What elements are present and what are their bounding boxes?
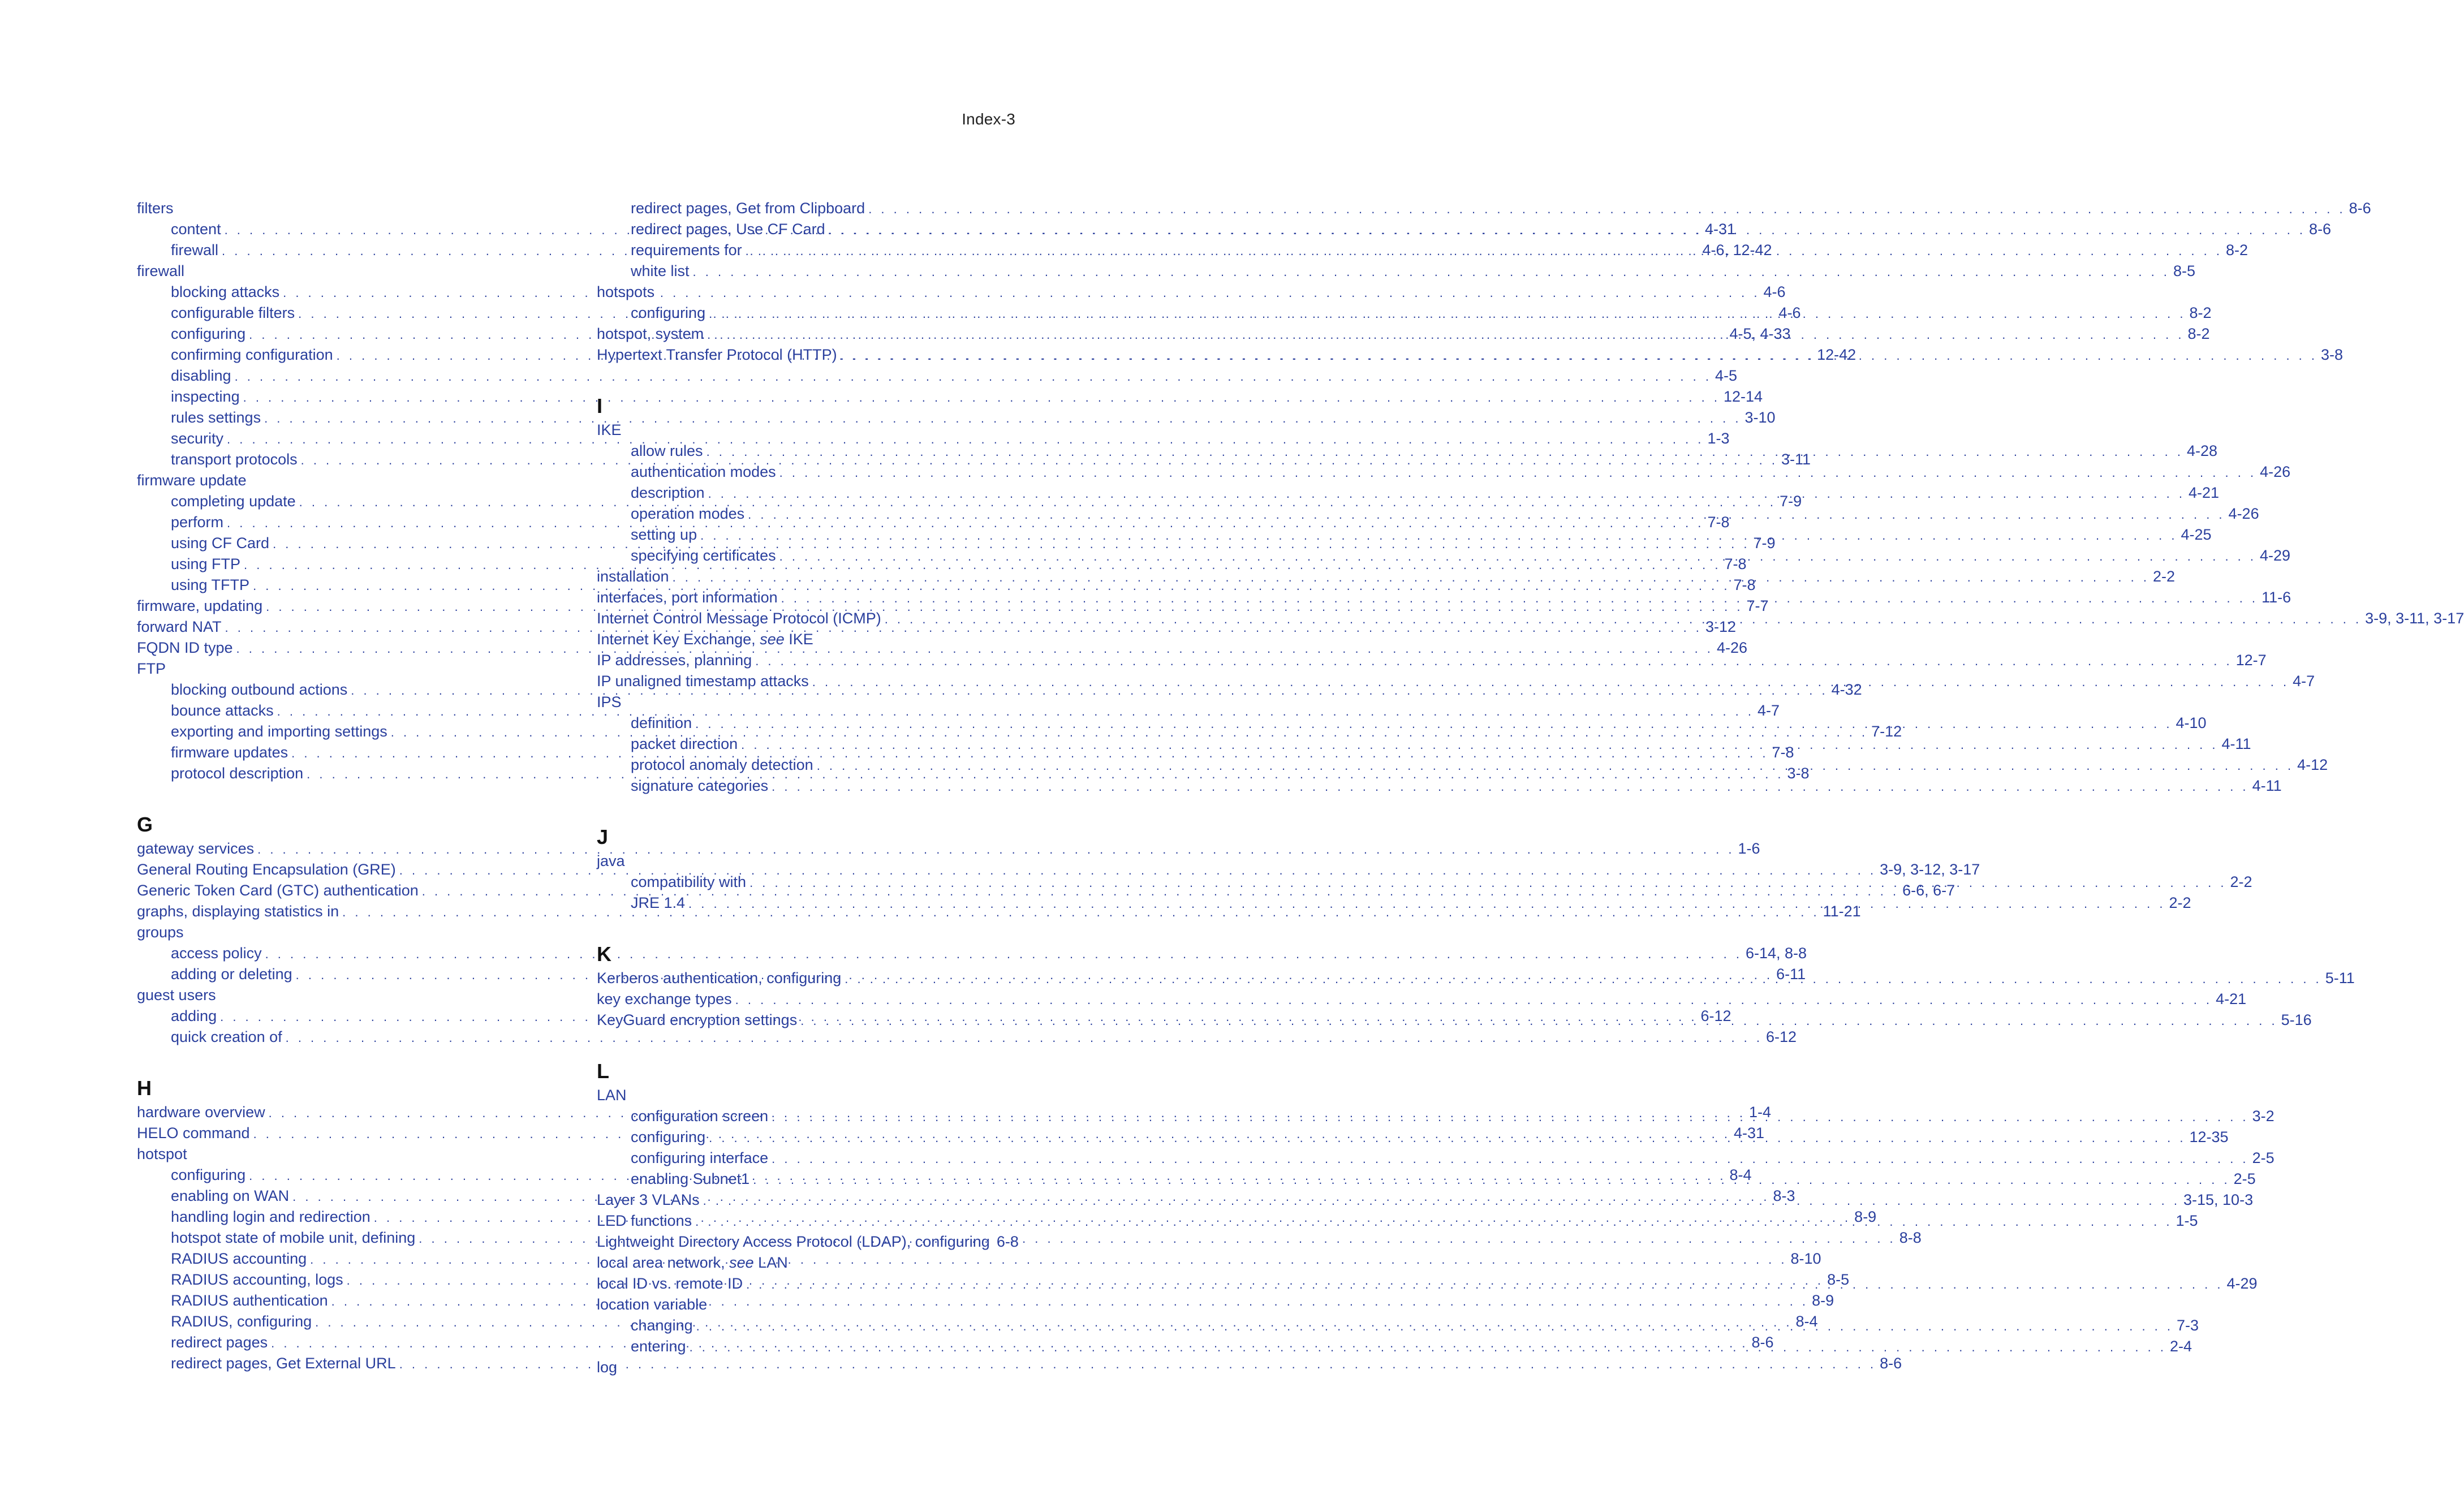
index-entry-label: redirect pages xyxy=(171,1334,268,1351)
index-entry-label: key exchange types xyxy=(597,990,732,1007)
page-reference: 4-7 xyxy=(1757,702,1780,719)
index-entry-label: adding xyxy=(171,1007,217,1024)
index-entry-label: firewall xyxy=(137,262,185,279)
index-entry-label: adding or deleting xyxy=(171,966,292,983)
index-entry xyxy=(597,1357,1005,1378)
index-entry-label: configuring interface xyxy=(631,1149,769,1166)
index-entry-label: perform xyxy=(171,514,224,531)
index-entry-label: configuration screen xyxy=(631,1108,769,1125)
page-reference: 4-26 xyxy=(1716,639,1747,656)
page-reference: 4-11 xyxy=(2252,777,2282,794)
page-reference: 4-28 xyxy=(2186,442,2218,459)
index-subentry xyxy=(137,407,1776,428)
page-reference: 11-21 xyxy=(1823,903,1861,920)
index-entry-label: filters xyxy=(137,200,174,217)
index-entry-label xyxy=(597,1252,788,1273)
see-entry-text: local area network, xyxy=(597,1254,730,1271)
index-entry-label: forward NAT xyxy=(137,618,222,635)
page-reference: 3-11 xyxy=(1781,451,1811,468)
index-entry-label: LED functions xyxy=(597,1212,692,1229)
index-entry-label: compatibility with xyxy=(631,873,747,890)
index-entry xyxy=(597,629,1005,650)
dot-leader xyxy=(755,651,2232,671)
page-reference: 1-3 xyxy=(1707,430,1730,447)
index-entry-label: installation xyxy=(597,568,669,585)
page-reference: 4-21 xyxy=(2188,484,2220,501)
index-entry-label: redirect pages, Use CF Card xyxy=(631,221,825,238)
page-reference: 2-2 xyxy=(2152,568,2176,585)
index-entry-label: KeyGuard encryption settings xyxy=(597,1011,798,1028)
index-entry-label: configuring xyxy=(631,1128,706,1145)
index-entry-label: using FTP xyxy=(171,555,241,572)
page-reference: 6-11 xyxy=(1776,966,1806,983)
page-reference: 12-14 xyxy=(1724,388,1763,405)
index-subentry xyxy=(597,198,2371,219)
dot-leader xyxy=(749,872,2226,893)
page-reference: 8-2 xyxy=(2189,304,2212,321)
dot-leader xyxy=(735,989,2212,1010)
dot-leader xyxy=(700,525,2177,546)
index-entry-label: blocking attacks xyxy=(171,283,280,300)
index-entry-label: interfaces, port information xyxy=(597,589,778,606)
page-reference: 3-8 xyxy=(1787,765,1810,782)
page-reference: 3-9, 3-11, 3-17 xyxy=(2365,610,2464,627)
index-subentry xyxy=(137,386,1763,407)
page-reference: 4-32 xyxy=(1831,681,1862,698)
index-entry-label: FTP xyxy=(137,660,166,677)
page-reference: 3-10 xyxy=(1744,409,1776,426)
page-reference: 6-14, 8-8 xyxy=(1745,945,1807,962)
index-entry-label: hardware overview xyxy=(137,1104,265,1121)
page-reference: 1-5 xyxy=(2176,1212,2198,1229)
dot-leader xyxy=(695,713,2172,734)
index-entry-label: configuring xyxy=(171,1166,246,1183)
index-entry-label: packet direction xyxy=(631,735,738,752)
index-entry-label: inspecting xyxy=(171,388,240,405)
index-entry-label: operation modes xyxy=(631,505,745,522)
index-entry-label: java xyxy=(597,852,625,869)
index-entry-label xyxy=(597,629,813,650)
index-entry-label: redirect pages, Get External URL xyxy=(171,1355,396,1372)
index-entry-label: enabling Subnet1 xyxy=(631,1170,750,1187)
see-entry-text: Internet Key Exchange, xyxy=(597,631,760,648)
page-reference: 3-15, 10-3 xyxy=(2183,1191,2254,1208)
page-reference: 12-7 xyxy=(2235,652,2267,669)
index-entry-label: allow rules xyxy=(631,442,703,459)
page-reference: 6-12 xyxy=(1766,1028,1797,1045)
index-entry-label: IP addresses, planning xyxy=(597,652,752,669)
page-reference: 8-6 xyxy=(1751,1334,1774,1351)
index-entry xyxy=(597,1252,1005,1273)
index-entry-label: HELO command xyxy=(137,1125,250,1142)
page-reference: 5-16 xyxy=(2281,1011,2312,1028)
page-reference: 7-8 xyxy=(1724,555,1747,572)
index-entry xyxy=(597,420,1005,441)
index-entry-label: RADIUS accounting, logs xyxy=(171,1271,343,1288)
index-entry-label: configurable filters xyxy=(171,304,295,321)
page-reference: 8-9 xyxy=(1812,1292,1834,1309)
page-reference: 1-6 xyxy=(1738,840,1760,857)
index-entry-label: configuring xyxy=(171,325,246,342)
index-entry xyxy=(137,1144,545,1165)
index-entry-label: firewall xyxy=(171,242,219,259)
dot-leader xyxy=(707,324,2184,345)
index-entry-label: configuring xyxy=(631,304,706,321)
index-entry-label: IP unaligned timestamp attacks xyxy=(597,673,809,690)
index-entry-label: using CF Card xyxy=(171,535,270,552)
page-reference: 8-8 xyxy=(1899,1229,1922,1246)
page-reference: 5-11 xyxy=(2325,970,2355,987)
index-entry-label: log xyxy=(597,1359,618,1376)
page-reference: 3-2 xyxy=(2252,1108,2275,1125)
index-entry-label: Generic Token Card (GTC) authentication xyxy=(137,882,419,899)
page-reference: 6-12 xyxy=(1700,1007,1731,1024)
page-reference: 4-5 xyxy=(1715,367,1738,384)
dot-leader xyxy=(707,441,2183,462)
page-reference: 7-8 xyxy=(1733,576,1756,593)
index-entry-label: Kerberos authentication, configuring xyxy=(597,970,842,987)
index-entry-label: definition xyxy=(631,714,692,731)
index-entry-label: rules settings xyxy=(171,409,261,426)
see-reference: see xyxy=(760,631,785,648)
dot-leader xyxy=(693,261,2170,282)
index-entry xyxy=(597,650,2267,671)
dot-leader xyxy=(772,776,2248,797)
index-entry xyxy=(597,1085,1005,1106)
index-entry-label: guest users xyxy=(137,987,216,1003)
page-reference: 12-42 xyxy=(1817,346,1856,363)
index-entry-label: blocking outbound actions xyxy=(171,681,348,698)
page-reference: 8-4 xyxy=(1729,1166,1752,1183)
dot-leader xyxy=(673,567,2149,588)
page-reference: 3-12 xyxy=(1705,618,1736,635)
page-reference: 4-26 xyxy=(2260,463,2291,480)
index-entry-label: firmware updates xyxy=(171,744,288,761)
page-reference: 2-4 xyxy=(2169,1338,2192,1355)
index-entry-label: disabling xyxy=(171,367,231,384)
index-entry-label: description xyxy=(631,484,705,501)
index-entry-label: security xyxy=(171,430,224,447)
index-entry-label: Hypertext Transfer Protocol (HTTP) xyxy=(597,346,837,363)
page-reference: 4-7 xyxy=(2293,673,2315,690)
index-letter-heading: J xyxy=(597,825,609,848)
dot-leader xyxy=(772,1148,2248,1169)
index-entry-label: completing update xyxy=(171,493,296,510)
dot-leader xyxy=(688,893,2165,914)
page-reference: 11-6 xyxy=(2261,589,2291,606)
dot-leader xyxy=(741,734,2218,755)
index-subentry xyxy=(137,1027,1797,1048)
page-reference: 3-8 xyxy=(2321,346,2344,363)
index-entry-label: protocol anomaly detection xyxy=(631,756,813,773)
dot-leader xyxy=(746,1274,2223,1295)
dot-leader xyxy=(772,1106,2248,1127)
index-entry-label: hotspot state of mobile unit, defining xyxy=(171,1229,416,1246)
page-reference: 7-3 xyxy=(2177,1317,2199,1334)
page-number: Index-3 xyxy=(962,110,1015,128)
page-reference: 8-4 xyxy=(1795,1313,1818,1330)
index-entry xyxy=(137,922,545,943)
index-entry xyxy=(137,198,545,219)
index-entry-label: hotspot xyxy=(137,1145,187,1162)
index-entry-label: authentication modes xyxy=(631,463,776,480)
page-reference: 7-9 xyxy=(1753,535,1776,552)
dot-leader xyxy=(753,1169,2230,1190)
index-entry-label: protocol description xyxy=(171,765,304,782)
page-reference: 8-2 xyxy=(2226,242,2248,259)
index-entry-label: IKE xyxy=(597,421,622,438)
page-reference: 4-29 xyxy=(2260,547,2291,564)
index-letter-heading: G xyxy=(137,813,153,836)
see-target: LAN xyxy=(753,1254,788,1271)
index-subentry xyxy=(597,1148,2275,1169)
index-entry-label: gateway services xyxy=(137,840,255,857)
page-reference: 4-10 xyxy=(2176,714,2207,731)
index-entry-label: Lightweight Directory Access Protocol (LDAP), configuring xyxy=(597,1233,990,1250)
index-entry-label: RADIUS authentication xyxy=(171,1292,328,1309)
page-reference: 8-9 xyxy=(1854,1208,1877,1225)
index-entry-label: entering xyxy=(631,1338,686,1355)
page-reference: 12-35 xyxy=(2189,1128,2229,1145)
index-entry xyxy=(597,989,2247,1010)
page-reference: 6-6, 6-7 xyxy=(1902,882,1955,899)
dot-leader xyxy=(885,609,2362,630)
dot-leader xyxy=(695,1211,2172,1232)
dot-leader xyxy=(709,1127,2186,1148)
index-entry-label: IPS xyxy=(597,693,622,710)
index-entry xyxy=(137,658,545,679)
index-entry-label: RADIUS accounting xyxy=(171,1250,307,1267)
dot-leader xyxy=(283,282,1760,303)
index-entry-label: specifying certificates xyxy=(631,547,776,564)
index-entry-label: exporting and importing settings xyxy=(171,723,387,740)
index-entry xyxy=(137,261,545,282)
page-reference: 4-6 xyxy=(1778,304,1801,321)
index-subentry xyxy=(597,261,2195,282)
index-entry-label: signature categories xyxy=(631,777,769,794)
index-subentry xyxy=(597,462,2291,483)
page-reference: 4-31 xyxy=(1704,221,1736,238)
page-reference: 4-12 xyxy=(2297,756,2328,773)
page-reference: 8-10 xyxy=(1790,1250,1821,1267)
page-reference: 2-5 xyxy=(2252,1149,2275,1166)
dot-leader xyxy=(829,219,2306,240)
page-reference: 4-26 xyxy=(2228,505,2259,522)
page-reference: 2-5 xyxy=(2233,1170,2256,1187)
index-entry-label: FQDN ID type xyxy=(137,639,233,656)
index-entry-label: LAN xyxy=(597,1087,627,1104)
index-entry xyxy=(137,838,1760,859)
dot-leader xyxy=(746,240,2222,261)
dot-leader xyxy=(690,1337,2166,1358)
index-subentry xyxy=(137,365,1738,386)
page-reference: 8-6 xyxy=(2309,221,2332,238)
dot-leader xyxy=(800,1010,2277,1031)
index-entry-label: hotspots xyxy=(597,283,655,300)
dot-leader xyxy=(708,483,2185,504)
page-reference: 8-5 xyxy=(1827,1271,1850,1288)
dot-leader xyxy=(812,671,2289,692)
index-entry-label: setting up xyxy=(631,526,697,543)
page-reference: 4-6 xyxy=(1763,283,1786,300)
index-entry-label: quick creation of xyxy=(171,1028,282,1045)
dot-leader xyxy=(868,199,2345,219)
index-entry-label: General Routing Encapsulation (GRE) xyxy=(137,861,396,878)
index-entry-label: access policy xyxy=(171,945,262,962)
page-reference: 8-2 xyxy=(2187,325,2210,342)
page-reference: 3-9, 3-12, 3-17 xyxy=(1880,861,1980,878)
dot-leader xyxy=(310,1249,1787,1270)
page-reference: 7-12 xyxy=(1871,723,1902,740)
dot-leader xyxy=(845,968,2321,989)
index-entry xyxy=(137,985,545,1006)
page-reference: 2-2 xyxy=(2230,873,2252,890)
index-entry xyxy=(597,1231,1019,1252)
index-entry-label: Internet Control Message Protocol (ICMP) xyxy=(597,610,881,627)
index-entry-label: graphs, displaying statistics in xyxy=(137,903,339,920)
page-reference: 2-2 xyxy=(2169,894,2191,911)
index-entry-label: changing xyxy=(631,1317,693,1334)
dot-leader xyxy=(748,504,2225,525)
index-entry-label: Layer 3 VLANs xyxy=(597,1191,700,1208)
page-reference: 4-11 xyxy=(2221,735,2251,752)
index-letter-heading: I xyxy=(597,394,603,417)
index-entry xyxy=(597,282,1005,303)
index-entry xyxy=(597,1294,1005,1315)
page-reference: 4-25 xyxy=(2181,526,2212,543)
index-entry-label: enabling on WAN xyxy=(171,1187,290,1204)
index-entry-label: confirming configuration xyxy=(171,346,333,363)
dot-leader xyxy=(817,755,2294,776)
index-entry-label: redirect pages, Get from Clipboard xyxy=(631,200,865,217)
index-entry-label: white list xyxy=(631,262,690,279)
index-entry-label: RADIUS, configuring xyxy=(171,1313,312,1330)
index-entry-label: requirements for xyxy=(631,242,742,259)
page-reference: 8-6 xyxy=(1880,1355,1902,1372)
page-reference: 4-21 xyxy=(2216,990,2247,1007)
index-entry-label: firmware, updating xyxy=(137,597,263,614)
index-entry xyxy=(597,851,1005,872)
page-reference: 7-8 xyxy=(1772,744,1794,761)
dot-leader xyxy=(703,1190,2180,1211)
see-target: IKE xyxy=(784,631,813,648)
index-entry xyxy=(137,470,545,491)
index-entry xyxy=(597,692,1005,713)
dot-leader xyxy=(841,345,2317,366)
index-subentry xyxy=(137,943,1807,964)
index-entry-label: groups xyxy=(137,924,184,941)
page-reference: 8-3 xyxy=(1773,1187,1795,1204)
dot-leader xyxy=(696,1316,2173,1337)
index-entry-label: location variable xyxy=(597,1296,708,1313)
page-reference: 7-9 xyxy=(1780,493,1802,510)
page-reference: 4-31 xyxy=(1733,1125,1765,1142)
index-entry-label: hotspot, system xyxy=(597,325,704,342)
page-reference: 1-4 xyxy=(1749,1104,1772,1121)
dot-leader xyxy=(709,303,2186,324)
index-entry-label: bounce attacks xyxy=(171,702,274,719)
index-letter-heading: K xyxy=(597,942,611,966)
index-entry-label: local ID vs. remote ID xyxy=(597,1275,743,1292)
page-reference: 8-6 xyxy=(2349,200,2371,217)
index-entry-label: content xyxy=(171,221,221,238)
page-reference: 7-7 xyxy=(1746,597,1769,614)
dot-leader xyxy=(781,588,2258,609)
index-entry-label: handling login and redirection xyxy=(171,1208,371,1225)
dot-leader xyxy=(779,462,2256,483)
index-entry-label: transport protocols xyxy=(171,451,298,468)
see-reference: see xyxy=(729,1254,754,1271)
index-subentry xyxy=(597,776,2282,796)
page-reference: 8-5 xyxy=(2173,262,2195,279)
page-reference: 6-8 xyxy=(996,1233,1019,1250)
page-reference: 4-29 xyxy=(2226,1275,2258,1292)
index-entry-label: using TFTP xyxy=(171,576,250,593)
index-entry-label: firmware update xyxy=(137,472,247,489)
index-letter-heading: H xyxy=(137,1076,152,1100)
page-reference: 4-5, 4-33 xyxy=(1729,325,1791,342)
page-reference: 4-6, 12-42 xyxy=(1702,242,1772,259)
dot-leader xyxy=(779,546,2256,567)
page-reference: 7-8 xyxy=(1707,514,1730,531)
index-entry-label: JRE 1.4 xyxy=(631,894,686,911)
index-letter-heading: L xyxy=(597,1059,609,1083)
